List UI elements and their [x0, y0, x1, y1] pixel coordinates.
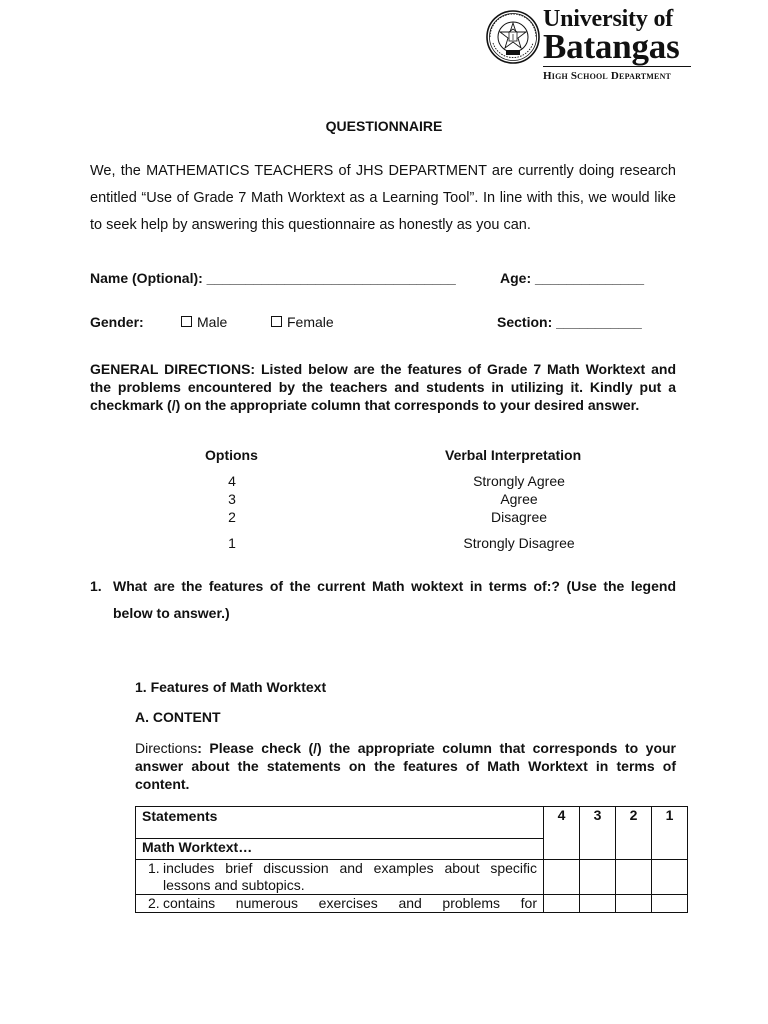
- university-name-line2: Batangas: [543, 27, 680, 66]
- statement-cell: [136, 860, 544, 895]
- directions-text: : Please check (/) the appropriate column that corresponds to your answer about the statements on the features of Math Worktext in terms of content.: [135, 740, 676, 792]
- section-field[interactable]: [497, 314, 642, 330]
- rating-cell-1[interactable]: [652, 895, 688, 913]
- legend-option: 2: [228, 509, 236, 525]
- table-row: [136, 895, 688, 913]
- statement-text: includes brief discussion and examples about specific lessons and subtopics.: [163, 860, 537, 893]
- gender-option-female[interactable]: [271, 314, 334, 330]
- rating-cell-3[interactable]: [580, 860, 616, 895]
- name-blank[interactable]: ________________________________: [206, 270, 456, 286]
- header-rule: [543, 66, 691, 67]
- section-label: Section:: [497, 314, 553, 330]
- subheader-math-worktext: Math Worktext…: [136, 839, 544, 860]
- gender-option-male[interactable]: [181, 314, 227, 330]
- checkbox-icon[interactable]: [181, 316, 192, 327]
- question-number: 1.: [90, 578, 102, 594]
- legend-interpretation: Strongly Agree: [473, 473, 565, 489]
- page-title: QUESTIONNAIRE: [325, 118, 443, 134]
- content-heading: A. CONTENT: [135, 709, 221, 725]
- age-label: Age:: [500, 270, 532, 286]
- legend-options-header: Options: [205, 447, 258, 463]
- features-heading: 1. Features of Math Worktext: [135, 679, 327, 695]
- column-header: 2: [616, 807, 652, 860]
- intro-paragraph: We, the MATHEMATICS TEACHERS of JHS DEPARTMENT are currently doing research entitled “Use of Grade 7 Math Worktext as a Learning Tool”. In line with this, we would like to seek help by answering this questionnaire as honestly as you can.: [90, 163, 676, 233]
- age-blank[interactable]: ______________: [535, 270, 645, 286]
- content-directions: [135, 739, 676, 793]
- statement-text: contains numerous exercises and problems for: [163, 895, 537, 911]
- age-field[interactable]: [500, 270, 644, 286]
- gender-option-label: Male: [197, 314, 228, 330]
- rating-cell-4[interactable]: [544, 860, 580, 895]
- statement-number: 1.: [148, 860, 160, 876]
- column-header: 4: [544, 807, 580, 860]
- section-blank[interactable]: ___________: [556, 314, 642, 330]
- university-seal-icon: [486, 10, 540, 64]
- legend-interpretation: Disagree: [490, 509, 548, 525]
- question-1: [90, 573, 676, 627]
- legend-option: 4: [228, 473, 236, 489]
- gender-label: Gender:: [90, 314, 144, 330]
- university-name-line1: University of: [543, 6, 674, 32]
- legend-interpretation: Strongly Disagree: [463, 535, 575, 551]
- checkbox-icon[interactable]: [271, 316, 282, 327]
- name-field[interactable]: [90, 270, 456, 286]
- rating-cell-2[interactable]: [616, 895, 652, 913]
- name-label: Name (Optional):: [90, 270, 203, 286]
- legend-interpretation-header: Verbal Interpretation: [445, 447, 582, 463]
- legend-option: 3: [228, 491, 236, 507]
- legend-interpretation: Agree: [500, 491, 538, 507]
- rating-cell-4[interactable]: [544, 895, 580, 913]
- rating-cell-2[interactable]: [616, 860, 652, 895]
- header-statements: Statements: [136, 807, 544, 839]
- table-row: [136, 860, 688, 895]
- directions-label: Directions: [135, 740, 198, 756]
- statement-number: 2.: [148, 895, 160, 911]
- gender-option-label: Female: [287, 314, 334, 330]
- general-directions: GENERAL DIRECTIONS: Listed below are the features of Grade 7 Math Worktext and the problems encountered by the teachers and students in utilizing it. Kindly put a checkmark (/) on the appropriate column that corresponds to your desired answer.: [90, 361, 676, 413]
- column-header: 3: [580, 807, 616, 860]
- statement-cell: [136, 895, 544, 913]
- content-table: [135, 806, 688, 913]
- question-text: What are the features of the current Math woktext in terms of:? (Use the legend below to answer.): [113, 578, 676, 621]
- department-name: High School Department: [543, 70, 672, 82]
- column-header: 1: [652, 807, 688, 860]
- rating-cell-1[interactable]: [652, 860, 688, 895]
- rating-cell-3[interactable]: [580, 895, 616, 913]
- legend-option: 1: [228, 535, 236, 551]
